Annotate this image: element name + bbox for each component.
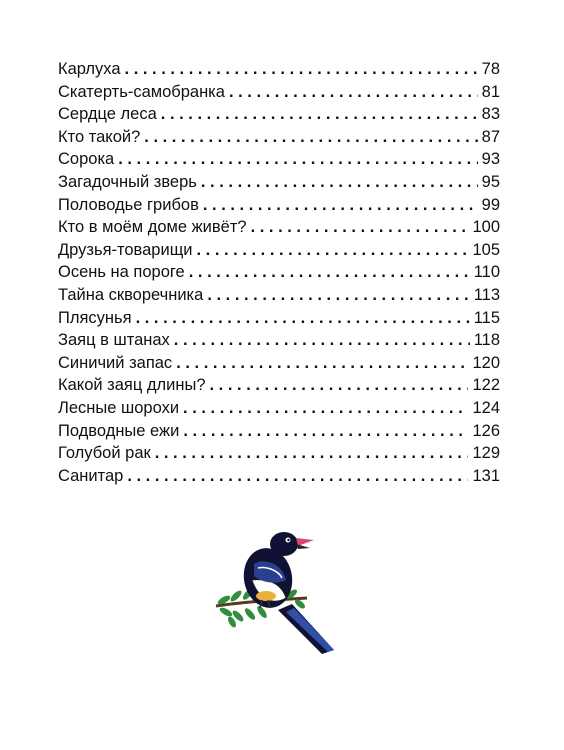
toc-entry (58, 103, 500, 126)
toc-dot-leader (183, 397, 468, 420)
toc-entry-page-number: 105 (472, 240, 500, 259)
toc-entry-page-number: 131 (472, 466, 500, 485)
toc-entry (58, 329, 500, 352)
toc-entry-title: Лесные шорохи (58, 398, 180, 417)
toc-dot-leader (197, 239, 469, 262)
toc-entry-page-number: 83 (481, 105, 500, 124)
toc-entry (58, 216, 500, 239)
toc-entry (58, 261, 500, 284)
toc-entry-page-number: 99 (481, 195, 500, 214)
toc-dot-leader (203, 194, 478, 217)
toc-entry-page-number: 87 (481, 127, 500, 146)
toc-entry (58, 194, 500, 217)
toc-entry-page-number: 129 (472, 444, 500, 463)
toc-entry-title: Какой заяц длины? (58, 376, 206, 395)
toc-dot-leader (127, 465, 468, 488)
toc-entry (58, 58, 500, 81)
toc-entry (58, 148, 500, 171)
toc-entry-page-number: 120 (472, 353, 500, 372)
toc-dot-leader (201, 171, 478, 194)
toc-entry (58, 126, 500, 149)
toc-entry (58, 397, 500, 420)
toc-dot-leader (189, 261, 470, 284)
toc-entry-title: Скатерть-самобранка (58, 82, 225, 101)
magpie-on-branch-icon (212, 518, 352, 660)
toc-entry-title: Сердце леса (58, 105, 157, 124)
toc-entry (58, 81, 500, 104)
toc-dot-leader (229, 81, 478, 104)
toc-entry (58, 284, 500, 307)
toc-entry-title: Половодье грибов (58, 195, 199, 214)
toc-entry-page-number: 113 (473, 285, 500, 304)
toc-dot-leader (118, 148, 477, 171)
toc-entry-page-number: 110 (473, 263, 500, 282)
toc-entry (58, 171, 500, 194)
toc-entry-title: Синичий запас (58, 353, 173, 372)
toc-entry (58, 442, 500, 465)
toc-entry-page-number: 100 (472, 218, 500, 237)
toc-dot-leader (155, 442, 469, 465)
toc-entry-title: Голубой рак (58, 444, 151, 463)
toc-entry-title: Подводные ежи (58, 421, 180, 440)
toc-entry-title: Друзья-товарищи (58, 240, 193, 259)
toc-entry-title: Заяц в штанах (58, 331, 170, 350)
toc-dot-leader (210, 374, 469, 397)
toc-entry-page-number: 122 (472, 376, 500, 395)
toc-dot-leader (174, 329, 470, 352)
toc-entry-page-number: 95 (481, 172, 500, 191)
toc-entry-title: Карлуха (58, 60, 121, 78)
toc-dot-leader (183, 420, 468, 443)
toc-entry-title: Тайна скворечника (58, 285, 204, 304)
toc-entry-page-number: 93 (481, 150, 500, 169)
table-of-contents (58, 58, 500, 487)
toc-dot-leader (136, 307, 470, 330)
toc-dot-leader (161, 103, 478, 126)
toc-entry (58, 420, 500, 443)
toc-entry-page-number: 118 (473, 331, 500, 350)
toc-entry-title: Осень на пороге (58, 263, 185, 282)
toc-entry-title: Санитар (58, 466, 124, 485)
toc-entry-page-number: 126 (472, 421, 500, 440)
toc-entry-page-number: 78 (481, 60, 500, 78)
toc-entry-title: Загадочный зверь (58, 172, 197, 191)
toc-entry (58, 352, 500, 375)
toc-entry-title: Кто в моём доме живёт? (58, 218, 247, 237)
toc-dot-leader (251, 216, 469, 239)
toc-entry-title: Сорока (58, 150, 115, 169)
toc-entry-page-number: 81 (481, 82, 500, 101)
toc-entry-page-number: 115 (473, 308, 500, 327)
toc-dot-leader (144, 126, 477, 149)
toc-entry-page-number: 124 (472, 398, 500, 417)
toc-entry (58, 465, 500, 488)
toc-entry (58, 374, 500, 397)
toc-dot-leader (207, 284, 469, 307)
toc-entry (58, 307, 500, 330)
toc-entry (58, 239, 500, 262)
toc-entry-title: Плясунья (58, 308, 132, 327)
toc-entry-title: Кто такой? (58, 127, 141, 146)
toc-dot-leader (176, 352, 468, 375)
toc-dot-leader (125, 58, 478, 81)
